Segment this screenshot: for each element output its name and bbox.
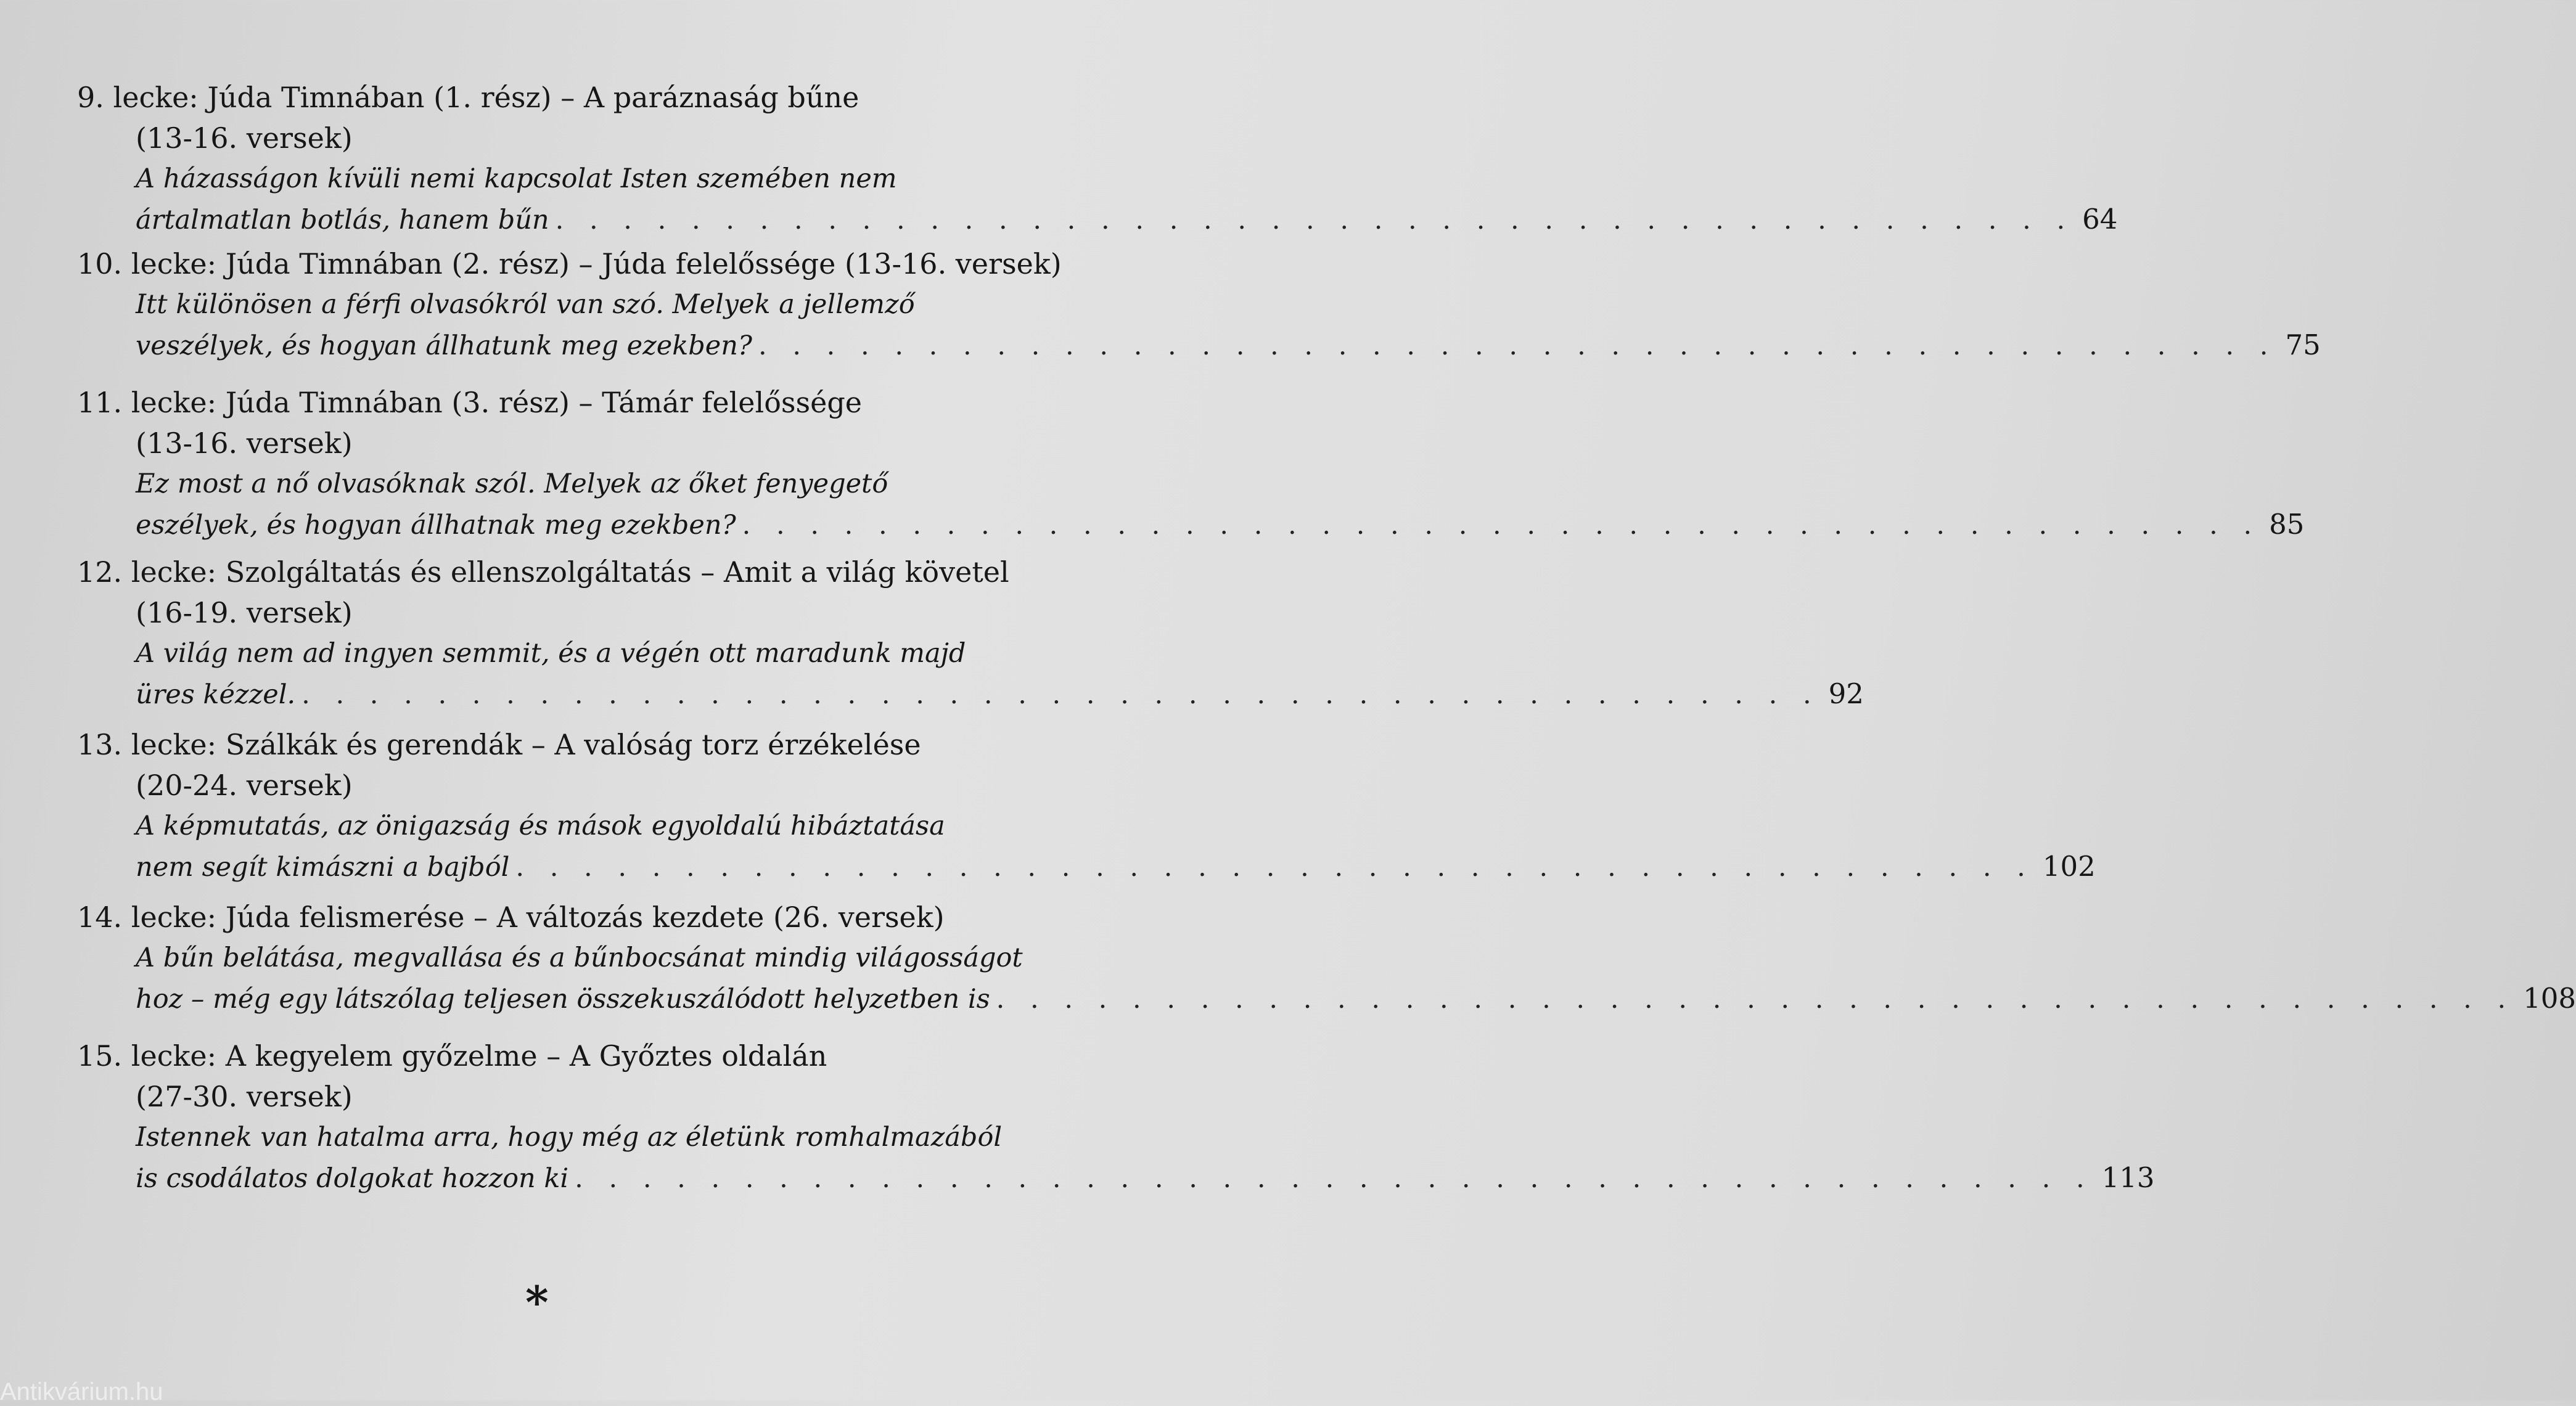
toc-entry-11: [77, 382, 2305, 546]
toc-entry-title: 10. lecke: Júda Timnában (2. rész) – Júda felelőssége (13-16. versek): [77, 247, 1062, 280]
toc-entry-9: [77, 77, 2118, 240]
toc-entry-description-end: eszélyek, és hogyan állhatnak meg ezekben?: [136, 510, 736, 541]
watermark: Antikvárium.hu: [0, 1378, 163, 1405]
toc-entry-description-end: veszélyek, és hogyan állhatunk meg ezekben?: [136, 330, 752, 361]
toc-entry-description: A házasságon kívüli nemi kapcsolat Isten szemében nem: [136, 163, 897, 194]
toc-entry-page-number: 113: [2101, 1161, 2155, 1194]
dot-leader: [568, 1158, 2093, 1199]
toc-entry-leader: [136, 978, 2576, 1020]
toc-entry-page-number: 64: [2082, 203, 2118, 235]
toc-entry-description-end: üres kézzel.: [136, 679, 296, 710]
toc-entry-description: Istennek van hatalma arra, hogy még az életünk romhalmazából: [136, 1122, 1003, 1153]
toc-entry-leader: [136, 1158, 2155, 1199]
toc-entry-description-end: ártalmatlan botlás, hanem bűn: [136, 205, 549, 235]
toc-entry-leader: [136, 199, 2118, 240]
toc-entry-description: Ez most a nő olvasóknak szól. Melyek az őket fenyegető: [136, 468, 888, 499]
toc-entry-leader: [136, 325, 2321, 366]
dot-leader: [295, 674, 1820, 715]
toc-entry-page-number: 92: [1828, 677, 1864, 710]
toc-entry-title: 14. lecke: Júda felismerése – A változás kezdete (26. versek): [77, 901, 945, 934]
toc-entry-page-number: 75: [2285, 329, 2321, 361]
toc-entry-description: A képmutatás, az önigazság és mások egyoldalú hibáztatása: [136, 811, 945, 841]
toc-entry-14: [77, 897, 2576, 1020]
toc-entry-leader: [136, 504, 2305, 546]
toc-entry-title: 12. lecke: Szolgáltatás és ellenszolgáltatás – Amit a világ követel: [77, 555, 1009, 589]
toc-entry-description: A bűn belátása, megvallása és a bűnbocsánat mindig világosságot: [136, 942, 1023, 973]
toc-entry-verses: (20-24. versek): [136, 769, 353, 802]
toc-entry-description-end: nem segít kimászni a bajból: [136, 852, 510, 883]
dot-leader: [509, 847, 2034, 888]
toc-entry-10: [77, 243, 2321, 366]
toc-entry-verses: (13-16. versek): [136, 427, 353, 460]
toc-entry-title: 11. lecke: Júda Timnában (3. rész) – Támár felelőssége: [77, 386, 863, 419]
toc-entry-verses: (13-16. versek): [136, 121, 353, 155]
toc-entry-title: 15. lecke: A kegyelem győzelme – A Győztes oldalán: [77, 1039, 827, 1073]
toc-entry-verses: (16-19. versek): [136, 596, 353, 629]
toc-entry-verses: (27-30. versek): [136, 1080, 353, 1113]
toc-entry-15: [77, 1036, 2155, 1199]
dot-leader: [736, 505, 2261, 546]
toc-entry-12: [77, 552, 1864, 715]
toc-entry-page-number: 85: [2269, 508, 2305, 541]
toc-entry-title: 13. lecke: Szálkák és gerendák – A valóság torz érzékelése: [77, 728, 921, 761]
section-separator-asterisk: *: [525, 1276, 549, 1328]
toc-entry-description-end: hoz – még egy látszólag teljesen összekuszálódott helyzetben is: [136, 984, 990, 1015]
dot-leader: [990, 979, 2515, 1020]
toc-entry-description-end: is csodálatos dolgokat hozzon ki: [136, 1163, 569, 1194]
toc-entry-page-number: 102: [2042, 850, 2096, 883]
toc-entry-leader: [136, 846, 2096, 888]
toc-entry-leader: [136, 674, 1864, 715]
toc-entry-description: Itt különösen a férfi olvasókról van szó. Melyek a jellemző: [136, 289, 915, 320]
toc-entry-page-number: 108: [2523, 982, 2576, 1015]
dot-leader: [752, 325, 2277, 366]
toc-entry-title: 9. lecke: Júda Timnában (1. rész) – A paráznaság bűne: [77, 81, 859, 114]
toc-entry-description: A világ nem ad ingyen semmit, és a végén ott maradunk majd: [136, 638, 966, 669]
dot-leader: [549, 200, 2074, 240]
toc-entry-13: [77, 724, 2096, 888]
